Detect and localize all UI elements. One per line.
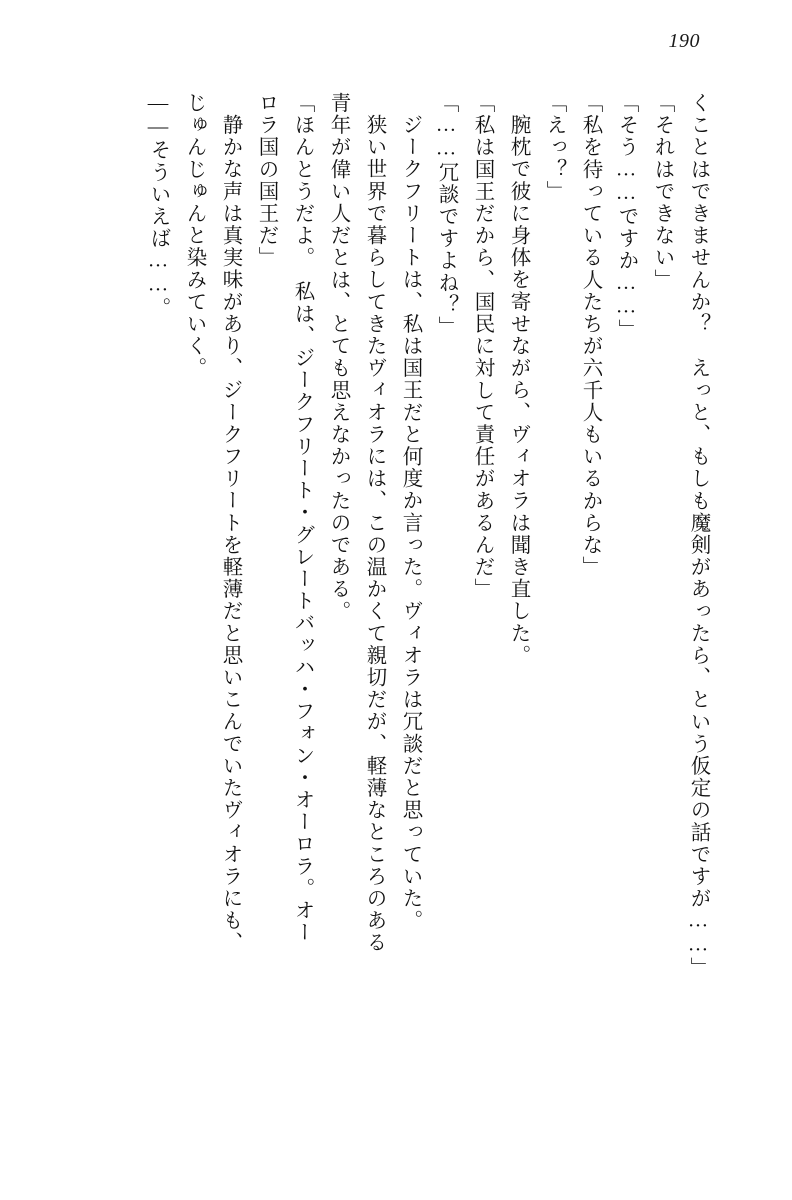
- paragraph: 「えっ？」: [543, 92, 565, 203]
- paragraph: 「私は国王だから、国民に対して責任があるんだ」: [471, 92, 493, 601]
- paragraph: 腕枕で彼に身体を寄せながら、ヴィオラは聞き直した。: [507, 114, 529, 667]
- paragraph: ジークフリートは、私は国王だと何度か言った。ヴィオラは冗談だと思っていた。: [399, 114, 421, 932]
- paragraph: ――そういえば……。: [147, 92, 169, 319]
- paragraph: 「そう……ですか……」: [615, 92, 637, 342]
- paragraph: 「私を待っている人たちが六千人もいるからな」: [579, 92, 601, 579]
- paragraph: 青年が偉い人だとは、とても思えなかったのである。: [327, 92, 349, 623]
- page-number: 190: [668, 30, 700, 52]
- paragraph: 静かな声は真実味があり、ジークフリートを軽薄だと思いこんでいたヴィオラにも、: [219, 114, 241, 954]
- paragraph: 「それはできない」: [651, 92, 673, 291]
- body-text: [86, 92, 716, 1152]
- paragraph: 狭い世界で暮らしてきたヴィオラには、この温かくて親切だが、軽薄なところのある: [363, 114, 385, 954]
- paragraph: 「ほんとうだよ。 私は、ジークフリート・グレートバッハ・フォン・オーロラ。オー: [291, 92, 313, 944]
- paragraph: ロラ国の国王だ」: [255, 92, 277, 269]
- paragraph: じゅんじゅんと染みていく。: [183, 92, 205, 380]
- paragraph: くことはできませんか？ えっと、もしも魔剣があったら、という仮定の話ですが……」: [687, 92, 709, 979]
- paragraph: 「……冗談ですよね？」: [435, 92, 457, 339]
